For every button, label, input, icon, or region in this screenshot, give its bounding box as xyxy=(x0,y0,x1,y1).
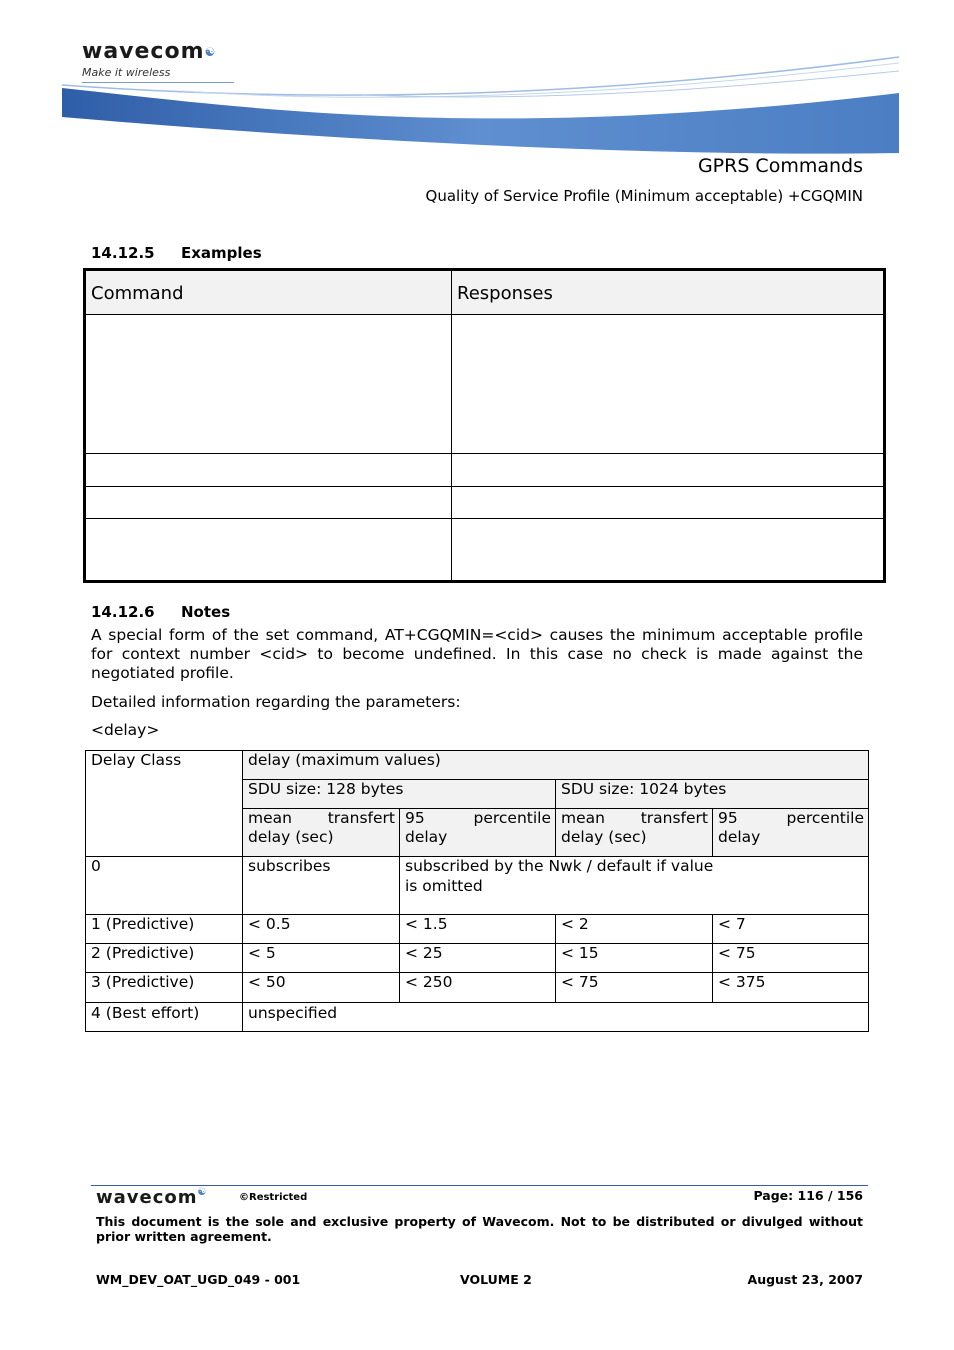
response-cell xyxy=(452,519,883,580)
footer-date: August 23, 2007 xyxy=(747,1272,863,1287)
command-cell xyxy=(86,519,452,580)
examples-section-number: 14.12.5 xyxy=(91,244,155,262)
row0-subscribed-line2: is omitted xyxy=(405,877,483,895)
row2-percentile-128-cell: < 25 xyxy=(400,944,556,973)
command-cell xyxy=(86,454,452,486)
footer-rule xyxy=(91,1185,868,1186)
footer-volume: VOLUME 2 xyxy=(460,1272,532,1287)
row3-percentile-128-cell: < 250 xyxy=(400,973,556,1003)
page-label: Page: xyxy=(753,1188,794,1203)
examples-table xyxy=(83,268,886,583)
row2-mean-128-cell: < 5 xyxy=(243,944,400,973)
logo-swirl-icon: ☯ xyxy=(204,45,217,59)
mean-delay-1024-header: mean transfert delay (sec) xyxy=(556,809,713,857)
notes-section-title: Notes xyxy=(181,603,231,621)
row1-mean-128-cell: < 0.5 xyxy=(243,915,400,944)
row0-subscribed-line1: subscribed by the Nwk / default if value xyxy=(405,857,714,875)
responses-column-header: Responses xyxy=(457,283,553,304)
row1-class-cell: 1 (Predictive) xyxy=(86,915,243,944)
row3-mean-128-cell: < 50 xyxy=(243,973,400,1003)
row3-class-cell: 3 (Predictive) xyxy=(86,973,243,1003)
footer-logo: wavecom☯ xyxy=(96,1187,208,1208)
page-subtitle: Quality of Service Profile (Minimum acceptable) +CGQMIN xyxy=(425,187,863,205)
row0-subscribes-cell: subscribes xyxy=(243,857,400,915)
footer-notice: This document is the sole and exclusive property of Wavecom. Not to be distributed or divulged without prior written agreement. xyxy=(96,1214,863,1244)
response-cell xyxy=(452,315,883,453)
table-row xyxy=(86,486,883,518)
row2-percentile-1024-cell: < 75 xyxy=(713,944,868,973)
header-swoosh-graphic xyxy=(62,55,899,155)
notes-paragraph: A special form of the set command, AT+CGQMIN=<cid> causes the minimum acceptable profile for context number <cid> to become undefined. In this case no check is made against the negotiated profile. xyxy=(91,626,863,682)
examples-heading xyxy=(91,244,262,262)
footer-page-number xyxy=(753,1188,863,1203)
page-current: 116 xyxy=(797,1188,824,1203)
mean-delay-128-header: mean transfert delay (sec) xyxy=(243,809,400,857)
notes-section-number: 14.12.6 xyxy=(91,603,155,621)
notes-heading xyxy=(91,603,230,621)
delay-table xyxy=(85,750,869,1032)
row4-unspecified-cell: unspecified xyxy=(248,1004,338,1022)
parameters-intro: Detailed information regarding the parameters: xyxy=(91,693,461,711)
examples-header-row xyxy=(86,271,883,314)
table-row xyxy=(86,518,883,580)
examples-section-title: Examples xyxy=(181,244,262,262)
row2-mean-1024-cell: < 15 xyxy=(556,944,713,973)
response-cell xyxy=(452,487,883,518)
row2-class-cell: 2 (Predictive) xyxy=(86,944,243,973)
logo-wordmark: wavecom☯ xyxy=(82,39,217,64)
footer-doc-ref: WM_DEV_OAT_UGD_049 - 001 xyxy=(96,1272,301,1287)
page-title: GPRS Commands xyxy=(697,155,863,177)
row0-subscribed-cell xyxy=(400,857,868,915)
footer-logo-swirl-icon: ☯ xyxy=(197,1187,208,1198)
sdu-128-header: SDU size: 128 bytes xyxy=(243,780,556,809)
page-total: 156 xyxy=(836,1188,863,1203)
table-row xyxy=(86,314,883,453)
row1-mean-1024-cell: < 2 xyxy=(556,915,713,944)
delay-max-header: delay (maximum values) xyxy=(243,751,868,780)
row4-class-cell: 4 (Best effort) xyxy=(86,1003,243,1031)
row3-percentile-1024-cell: < 375 xyxy=(713,973,868,1003)
command-cell xyxy=(86,487,452,518)
logo-tagline: Make it wireless xyxy=(82,66,234,83)
response-cell xyxy=(452,454,883,486)
sdu-1024-header: SDU size: 1024 bytes xyxy=(556,780,868,809)
command-column-header: Command xyxy=(86,271,452,314)
table-row xyxy=(86,453,883,486)
row0-class-cell: 0 xyxy=(86,857,243,915)
delay-class-header: Delay Class xyxy=(86,751,243,857)
percentile-128-header: 95 percentile delay xyxy=(400,809,556,857)
row3-mean-1024-cell: < 75 xyxy=(556,973,713,1003)
row1-percentile-1024-cell: < 7 xyxy=(713,915,868,944)
command-cell xyxy=(86,315,452,453)
row1-percentile-128-cell: < 1.5 xyxy=(400,915,556,944)
footer-restricted: ©Restricted xyxy=(239,1192,308,1203)
percentile-1024-header: 95 percentile delay xyxy=(713,809,868,857)
page-separator: / xyxy=(827,1188,833,1203)
delay-parameter-label: <delay> xyxy=(91,721,160,739)
